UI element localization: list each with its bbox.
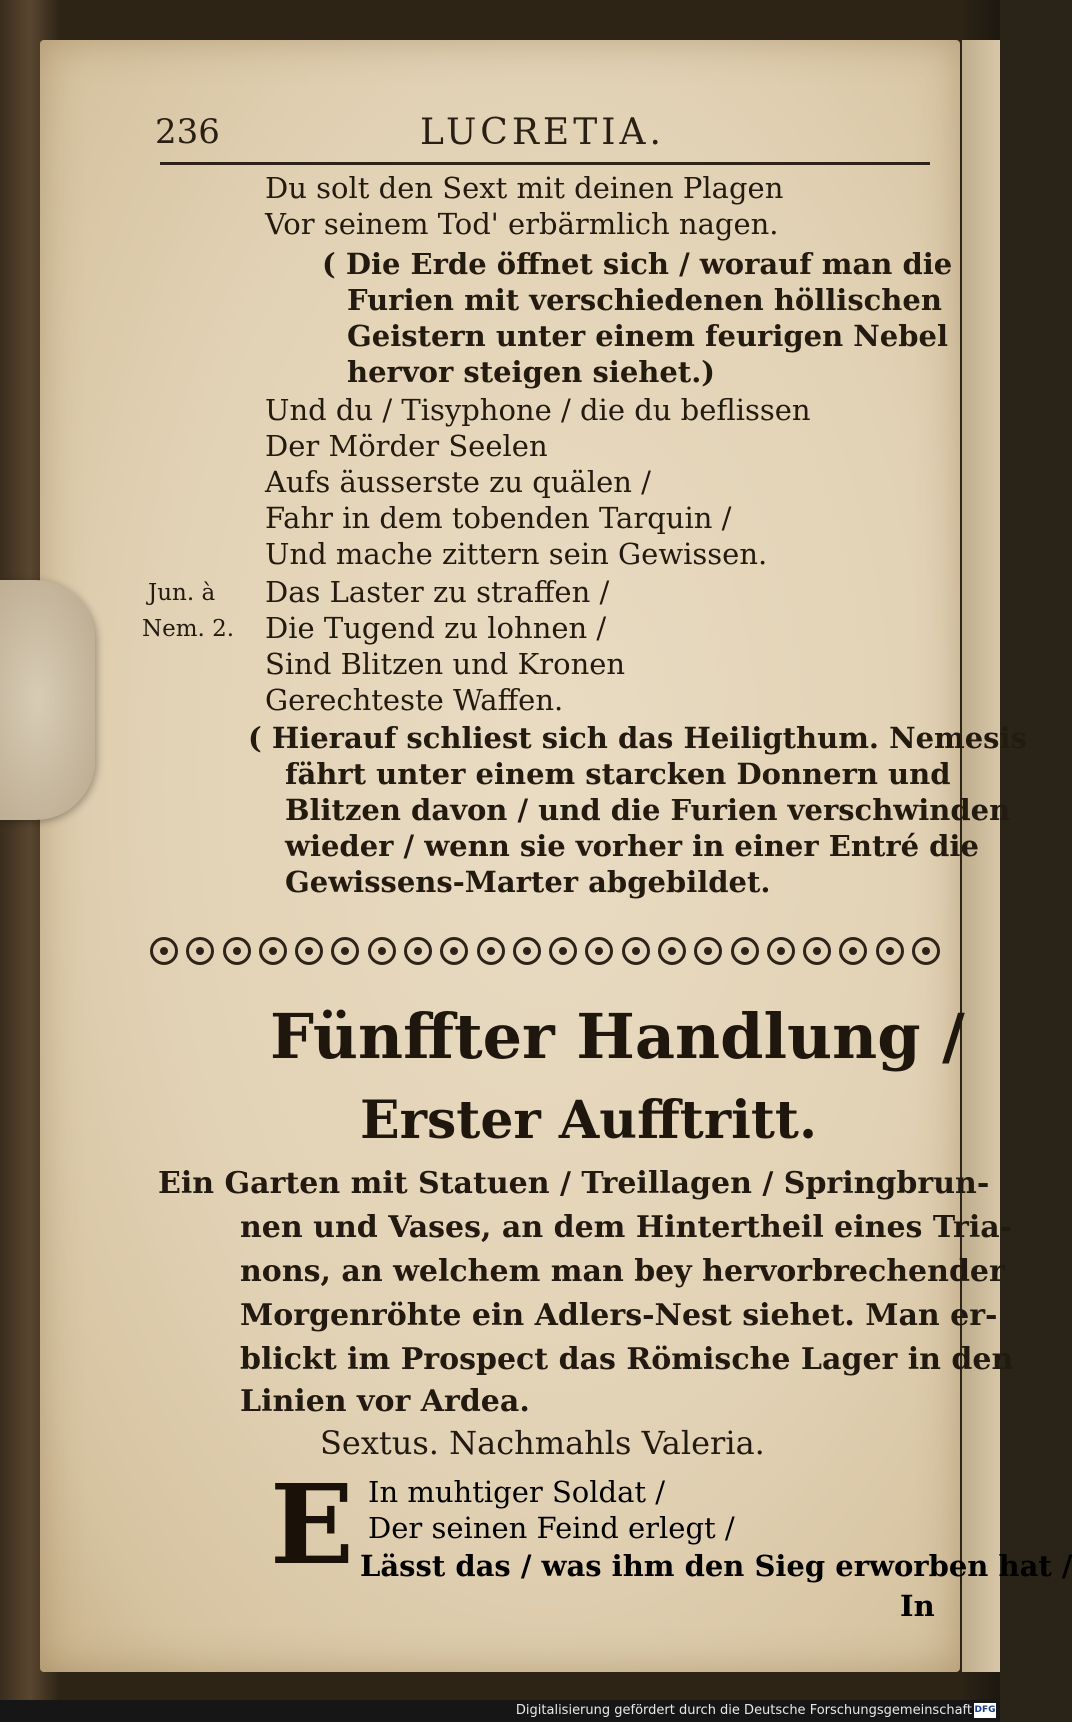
ornament-icon: [368, 937, 396, 965]
ornament-icon: [658, 937, 686, 965]
ornament-icon: [477, 937, 505, 965]
ornament-icon: [295, 937, 323, 965]
margin-note: Nem. 2.: [142, 616, 235, 642]
stage-direction-line: blickt im Prospect das Römische Lager in den: [240, 1342, 1014, 1377]
ornament-border: [150, 932, 940, 970]
verse-line: Aufs äusserste zu quälen /: [265, 465, 651, 499]
ornament-icon: [876, 937, 904, 965]
ornament-icon: [549, 937, 577, 965]
ornament-icon: [331, 937, 359, 965]
stage-note-line: Gewissens-Marter abgebildet.: [285, 865, 771, 899]
ornament-icon: [513, 937, 541, 965]
stage-direction-line: Morgenröhte ein Adlers-Nest siehet. Man er-: [240, 1298, 998, 1333]
stage-note-line: hervor steigen siehet.): [347, 355, 716, 389]
verse-line: Lässt das / was ihm den Sieg erworben hat /: [360, 1549, 1072, 1583]
stage-direction-line: Ein Garten mit Statuen / Treillagen / Springbrun-: [158, 1166, 990, 1201]
ornament-icon: [694, 937, 722, 965]
running-title: LUCRETIA.: [420, 112, 665, 153]
stage-note-line: ( Die Erde öffnet sich / worauf man die: [322, 247, 953, 281]
stage-note-line: Geistern unter einem feurigen Nebel: [347, 319, 948, 353]
verse-line: Der seinen Feind erlegt /: [368, 1511, 735, 1545]
verse-line: Vor seinem Tod' erbärmlich nagen.: [265, 207, 779, 241]
verse-line: Und du / Tisyphone / die du beflissen: [265, 393, 811, 427]
verse-line: Sind Blitzen und Kronen: [265, 647, 626, 681]
ornament-icon: [731, 937, 759, 965]
ornament-icon: [404, 937, 432, 965]
header-rule: [160, 162, 930, 165]
ornament-icon: [767, 937, 795, 965]
act-heading: Fünffter Handlung /: [270, 1000, 965, 1073]
ornament-icon: [803, 937, 831, 965]
verse-line: Fahr in dem tobenden Tarquin /: [265, 501, 732, 535]
ornament-icon: [223, 937, 251, 965]
stage-note-line: fährt unter einem starcken Donnern und: [285, 757, 951, 791]
catchword: In: [900, 1589, 935, 1623]
ornament-icon: [912, 937, 940, 965]
page-tab: [0, 580, 95, 820]
ornament-icon: [186, 937, 214, 965]
ornament-icon: [259, 937, 287, 965]
verse-line: Gerechteste Waffen.: [265, 683, 564, 717]
ornament-icon: [622, 937, 650, 965]
verse-line: Du solt den Sext mit deinen Plagen: [265, 171, 784, 205]
verse-line: Der Mörder Seelen: [265, 429, 548, 463]
speaker-list: Sextus. Nachmahls Valeria.: [320, 1424, 765, 1462]
verse-line: Das Laster zu straffen /: [265, 575, 610, 609]
stage-direction-line: Linien vor Ardea.: [240, 1384, 530, 1419]
dfg-logo-icon: DFG: [974, 1703, 996, 1718]
stage-direction-line: nen und Vases, an dem Hintertheil eines Tria-: [240, 1210, 1013, 1245]
ornament-icon: [839, 937, 867, 965]
verse-line: Und mache zittern sein Gewissen.: [265, 537, 768, 571]
ornament-icon: [150, 937, 178, 965]
footer-credit: Digitalisierung gefördert durch die Deutsche Forschungsgemeinschaft: [515, 1703, 972, 1718]
stage-direction-line: nons, an welchem man bey hervorbrechender: [240, 1254, 1005, 1289]
ornament-icon: [585, 937, 613, 965]
page-header: [150, 112, 940, 152]
drop-cap: E: [270, 1460, 354, 1589]
stage-note-line: Furien mit verschiedenen höllischen: [347, 283, 942, 317]
stage-note-line: wieder / wenn sie vorher in einer Entré die: [285, 829, 979, 863]
stage-note-line: ( Hierauf schliest sich das Heiligthum. Nemesis: [248, 721, 1027, 755]
scene-heading: Erster Aufftritt.: [360, 1090, 818, 1151]
ornament-icon: [440, 937, 468, 965]
verse-line: Die Tugend zu lohnen /: [265, 611, 607, 645]
margin-note: Jun. à: [148, 580, 216, 606]
stage-note-line: Blitzen davon / und die Furien verschwinden: [285, 793, 1011, 827]
verse-line: In muhtiger Soldat /: [368, 1475, 666, 1509]
page-number: 236: [155, 112, 220, 152]
